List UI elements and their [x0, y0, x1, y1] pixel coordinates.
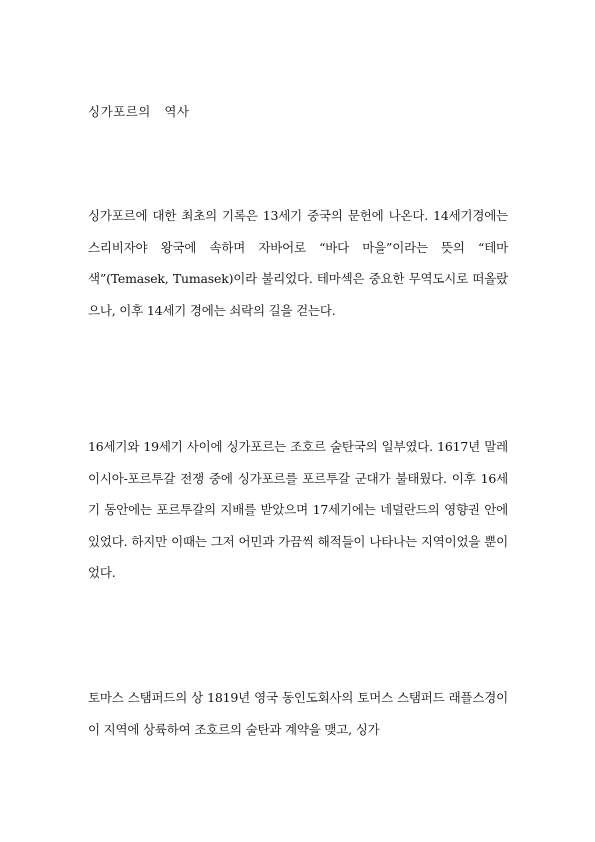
paragraph-early-records: 싱가포르에 대한 최초의 기록은 13세기 중국의 문헌에 나온다. 14세기경에는 스리비자야 왕국에 속하며 자바어로 “바다 마을”이라는 뜻의 “테마색”(Temasek, Tumasek)이라 불리었다. 테마섹은 중요한 무역도시로 떠올랐으나, 이후 14세기 경에는 쇠락의 길을 걷는다. [88, 208, 508, 318]
document-title: 싱가포르의 역사 [88, 104, 190, 119]
paragraph-raffles: 토마스 스탬퍼드의 상 1819년 영국 동인도회사의 토머스 스탬퍼드 래플스경이 이 지역에 상륙하여 조호르의 술탄과 계약을 맺고, 싱가 [88, 690, 508, 737]
paragraph-johor-period: 16세기와 19세기 사이에 싱가포르는 조호르 술탄국의 일부였다. 1617년 말레이시아-포르투갈 전쟁 중에 싱가포르를 포르투갈 군대가 불태웠다. 이후 16세기 동안에는 포르투갈의 지배를 받았으며 17세기에는 네덜란드의 영향권 안에 있었다. 하지만 이때는 그저 어민과 가끔씩 해적들이 나타나는 지역이었을 뿐이었다. [88, 439, 508, 580]
